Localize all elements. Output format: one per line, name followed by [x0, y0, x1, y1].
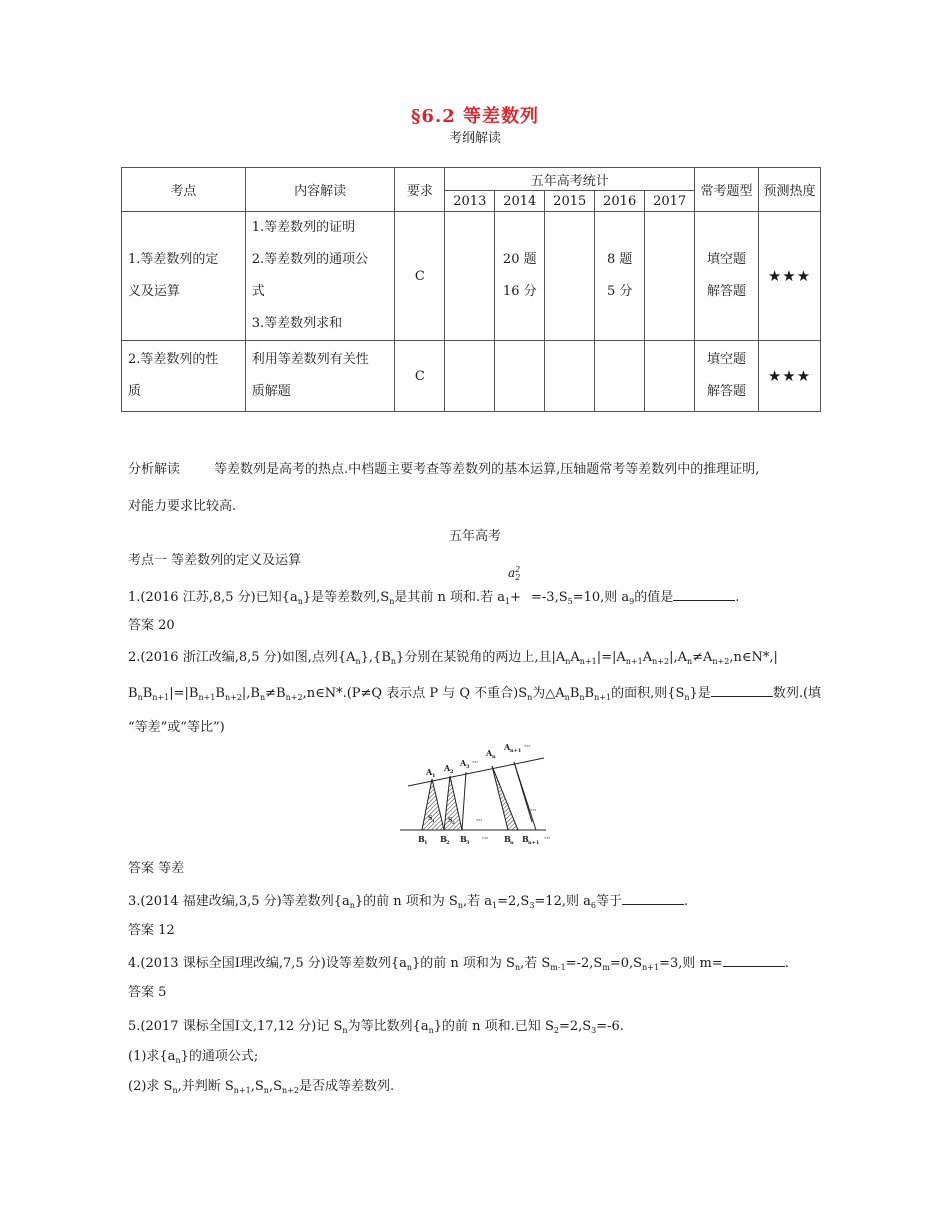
sub-s1: 1: [432, 818, 435, 823]
cell-year-2017: [645, 212, 695, 341]
dots-mid-2: ···: [530, 807, 537, 814]
answer-blank: [711, 684, 773, 697]
topic-heading: 考点一 等差数列的定义及运算: [128, 553, 302, 568]
cell-content: 利用等差数列有关性 质解题: [245, 341, 395, 412]
table-row: [122, 212, 821, 341]
analysis-label: 分析解读: [128, 462, 181, 477]
answer-blank: [723, 954, 785, 967]
sub-bn1: n+1: [528, 840, 540, 846]
sub-a2: 2: [450, 769, 454, 775]
answer-1: 答案 20: [128, 618, 175, 633]
segment-an1-bn1: [514, 762, 536, 830]
dots-bottom-1: ···: [482, 835, 489, 842]
fraction-a2-squared: $a^2_2$: [508, 565, 521, 582]
section-title: 五年高考: [448, 529, 501, 544]
header-requirement: 要求: [395, 168, 445, 212]
label-a2: A: [444, 763, 451, 773]
question-4: 4.(2013 课标全国Ⅰ理改编,7,5 分)设等差数列$\{a_n\}$的前 n 项和为 $S_n$,若 $S_{m-1}=-2,S_m=0,S_{n+1}=3$,则 m= .: [128, 956, 789, 972]
page-title: §6.2 等差数列: [411, 106, 539, 127]
cell-content: 1.等差数列的证明 2.等差数列的通项公 式 3.等差数列求和: [245, 212, 395, 341]
header-type: 常考题型: [695, 168, 759, 212]
dots-top-2: ···: [524, 743, 531, 750]
triangle-sn: [492, 766, 518, 830]
header-heat: 预测热度: [758, 168, 820, 212]
cell-heat: ★★★: [758, 341, 820, 412]
sub-bn: n: [510, 840, 514, 846]
question-1: 1.(2016 江苏,8,5 分)已知$\{a_n\}$是等差数列$,S_n$是其前 n 项和.若 $a_1+ =-3,S_5=10$,则 $a_9$的值是 .: [128, 590, 740, 606]
sub-an: n: [492, 754, 496, 760]
label-b2: B: [440, 834, 447, 844]
cell-year-2013: [445, 341, 495, 412]
question-2-line-2: $B_nB_{n+1}|=|B_{n+1}B_{n+2}|,B_n\ne B_{n+2},n\in N*.(P\ne Q$ 表示点 P 与 Q 不重合)$S_n$为$\triangle A_nB_nB_{n+1}$的面积,则$\{S_n\}$是 数列.(填: [128, 686, 822, 702]
table-row: [122, 341, 821, 412]
label-a1: A: [426, 767, 433, 777]
segment-a3-b3: [462, 772, 466, 830]
label-a3: A: [460, 758, 467, 768]
cell-type: 填空题 解答题: [695, 212, 759, 341]
question-3: 3.(2014 福建改编,3,5 分)等差数列$\{a_n\}$的前 n 项和为 $S_n$,若 $a_1=2,S_3=12$,则 $a_6$等于 .: [128, 894, 689, 910]
header-year: 2013: [445, 191, 495, 212]
syllabus-table: [121, 167, 821, 412]
sub-a3: 3: [466, 764, 470, 770]
answer-blank: [673, 588, 735, 601]
label-an: A: [486, 748, 493, 758]
dots-bottom-2: ···: [544, 835, 551, 842]
sub-b1: 1: [424, 840, 428, 846]
answer-2: 答案 等差: [128, 861, 185, 876]
question-5-part-1: (1)求$\{a_n\}$的通项公式;: [128, 1049, 259, 1065]
cell-point: 1.等差数列的定 义及运算: [122, 212, 246, 341]
question-5-part-2: (2)求 $S_n$,并判断 $S_{n+1},S_n,S_{n+2}$是否成等差数列.: [128, 1079, 395, 1095]
analysis-line-1: 分析解读 等差数列是高考的热点.中档题主要考查等差数列的基本运算,压轴题常考等差数列中的推理证明,: [128, 462, 760, 477]
cell-year-2013: [445, 212, 495, 341]
cell-year-2017: [645, 341, 695, 412]
sub-an1: n+1: [510, 748, 522, 754]
cell-requirement: C: [395, 341, 445, 412]
answer-3: 答案 12: [128, 923, 175, 938]
sub-b3: 3: [466, 840, 470, 846]
label-s2: S: [448, 817, 453, 824]
label-bn: B: [504, 834, 511, 844]
question-5: 5.(2017 课标全国Ⅰ文,17,12 分)记 $S_n$为等比数列$\{a_n\}$的前 n 项和.已知 $S_2=2,S_3=-6$.: [128, 1019, 624, 1035]
label-an1: A: [504, 742, 511, 752]
cell-year-2016: [595, 341, 645, 412]
header-year: 2015: [545, 191, 595, 212]
cell-year-2014: [495, 341, 545, 412]
sub-a1: 1: [432, 773, 436, 779]
header-content: 内容解读: [245, 168, 395, 212]
cell-year-2014: 20 题 16 分: [495, 212, 545, 341]
cell-year-2016: 8 题 5 分: [595, 212, 645, 341]
cell-requirement: C: [395, 212, 445, 341]
section-subtitle: 考纲解读: [448, 131, 501, 146]
header-point: 考点: [122, 168, 246, 212]
analysis-line-2: 对能力要求比较高.: [128, 499, 237, 514]
label-b1: B: [418, 834, 425, 844]
question-2-line-3: “等差”或“等比”): [128, 720, 225, 735]
answer-4: 答案 5: [128, 985, 167, 1000]
cell-type: 填空题 解答题: [695, 341, 759, 412]
sub-b2: 2: [446, 840, 450, 846]
label-s1: S: [428, 815, 433, 822]
label-b3: B: [460, 834, 467, 844]
cell-year-2015: [545, 212, 595, 341]
point-sequence-figure: [396, 742, 558, 848]
header-year: 2017: [645, 191, 695, 212]
header-stats: 五年高考统计: [445, 168, 695, 191]
cell-heat: ★★★: [758, 212, 820, 341]
dots-top-1: ···: [472, 759, 479, 766]
dots-mid-1: ···: [476, 817, 483, 824]
question-2-line-1: 2.(2016 浙江改编,8,5 分)如图,点列$\{A_n\},\{B_n\}$分别在某锐角的两边上,且$|A_nA_{n+1}|=|A_{n+1}A_{n+2}|,A_n\ne A_{n+2},n\in N*,|$: [128, 650, 778, 666]
sub-s2: 2: [452, 820, 455, 825]
cell-point: 2.等差数列的性 质: [122, 341, 246, 412]
header-year: 2016: [595, 191, 645, 212]
label-bn1: B: [522, 834, 529, 844]
cell-year-2015: [545, 341, 595, 412]
answer-blank: [622, 892, 684, 905]
header-year: 2014: [495, 191, 545, 212]
